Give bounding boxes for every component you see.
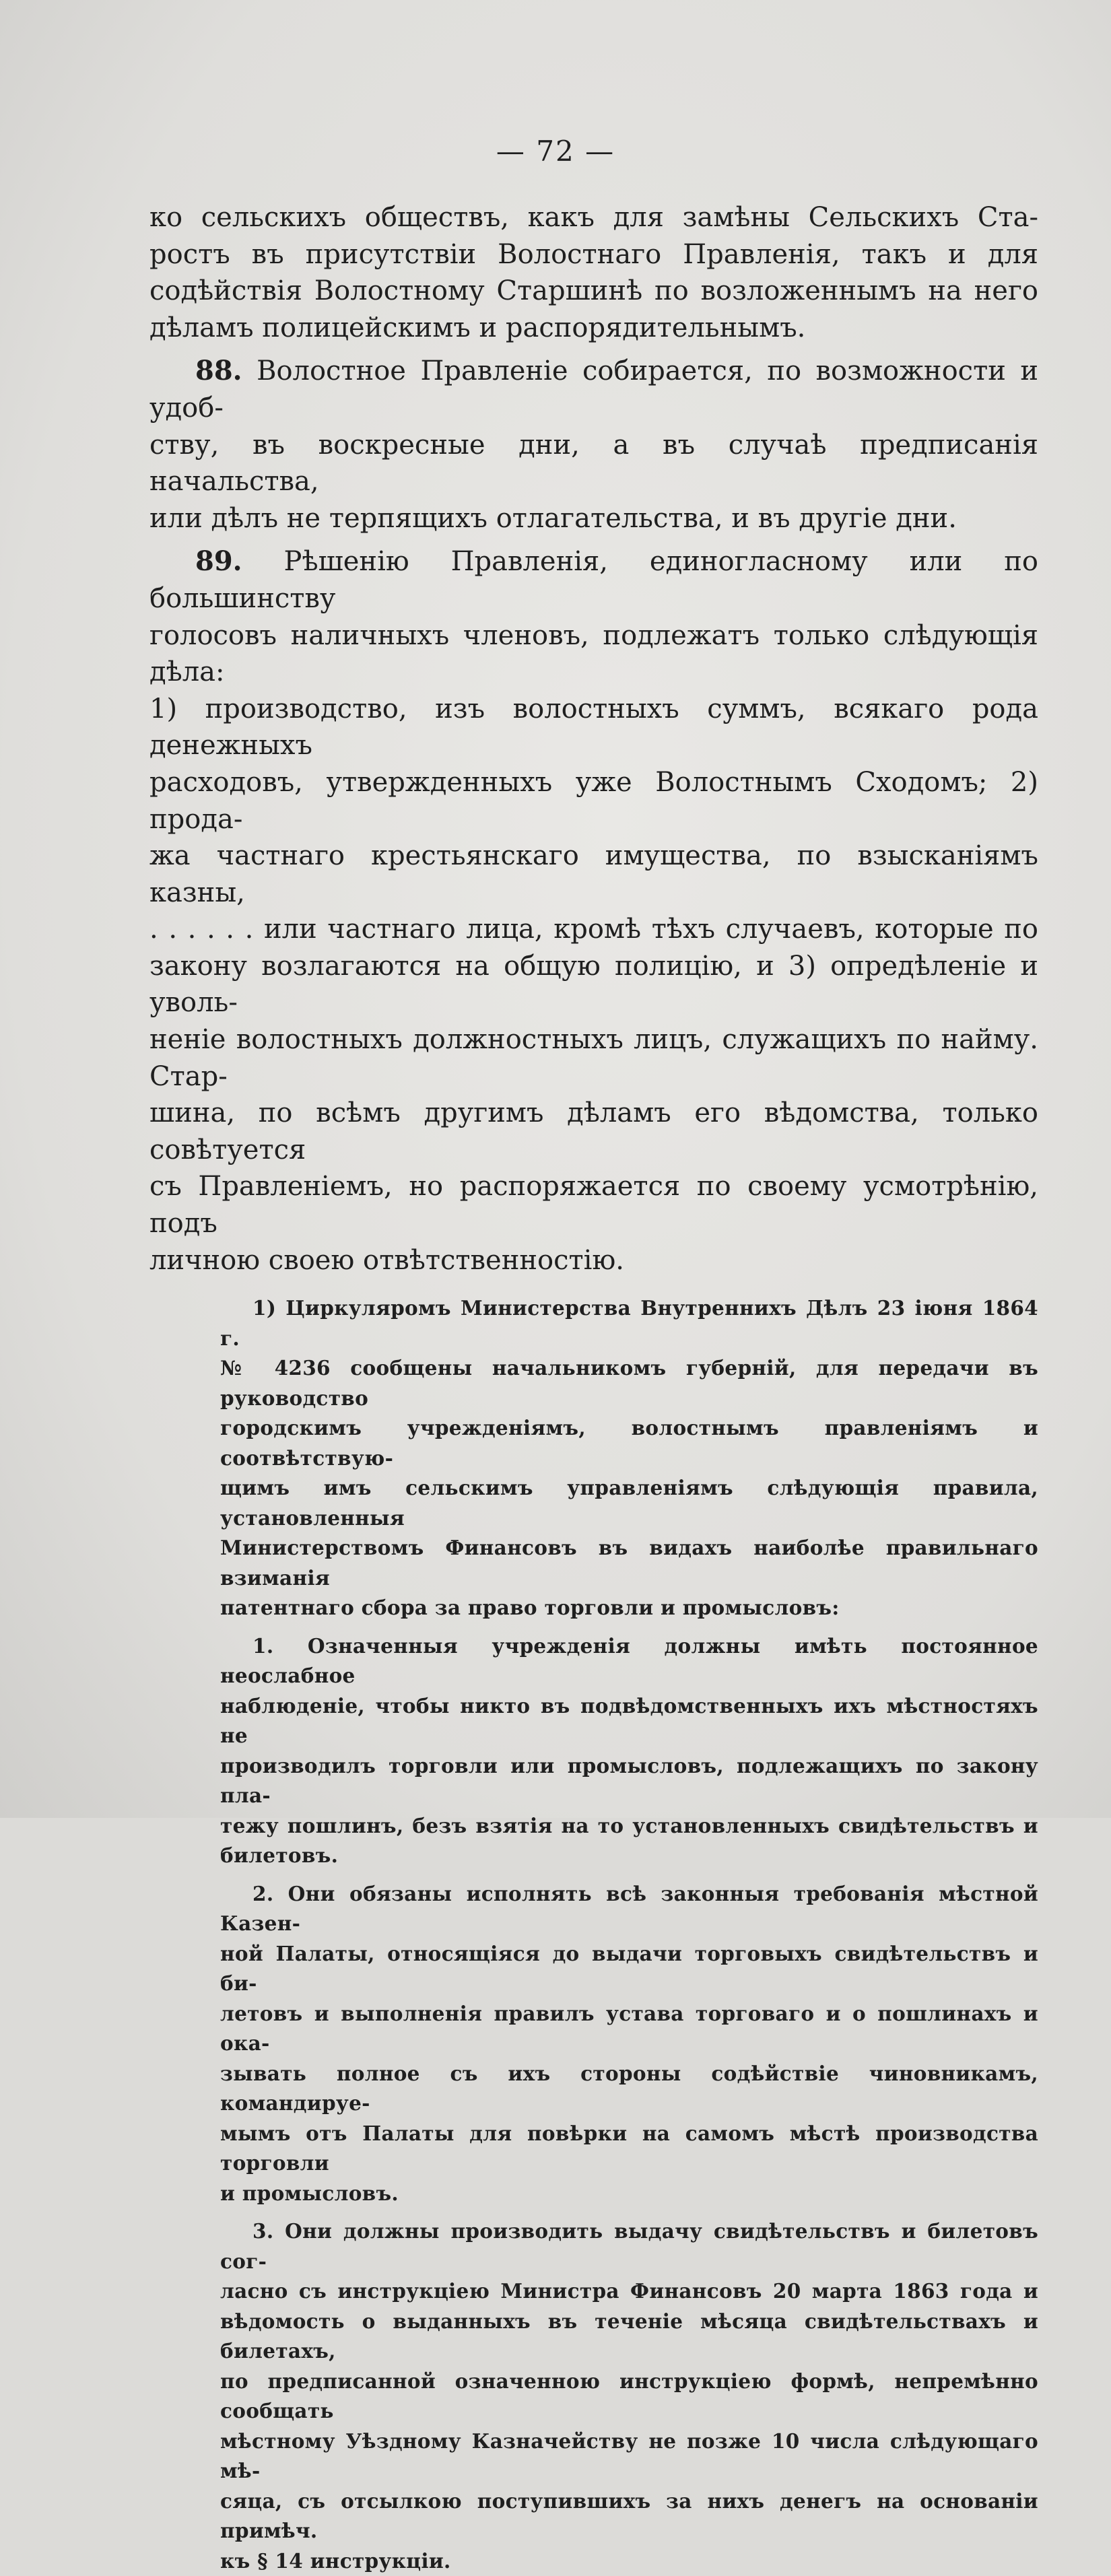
text-line: жа частнаго крестьянскаго имущества, по взысканіямъ казны, — [149, 840, 1038, 908]
page-content — [149, 199, 1038, 2576]
text-line: голосовъ наличныхъ членовъ, подлежатъ только слѣдующія дѣла: — [149, 619, 1038, 688]
text-line: закону возлагаются на общую полицію, и 3) опредѣленіе и уволь- — [149, 950, 1038, 1019]
footnote-line: мѣстному Уѣздному Казначейству не позже 10 числа слѣдующаго мѣ- — [220, 2429, 1038, 2483]
text-line — [149, 543, 1038, 617]
text-line: или дѣлъ не терпящихъ отлагательства, и въ другіе дни. — [149, 502, 957, 534]
footnote-line: и промысловъ. — [220, 2181, 399, 2205]
footnote-line: 1. Означенныя учрежденія должны имѣть постоянное неослабное — [220, 1633, 1038, 1688]
text-line: расходовъ, утвержденныхъ уже Волостнымъ Сходомъ; 2) прода- — [149, 766, 1038, 835]
footnote-item-2 — [149, 1879, 1038, 2209]
footnote-line: ной Палаты, относящіяся до выдачи торговыхъ свидѣтельствъ и би- — [220, 1941, 1038, 1996]
text-line: ростъ въ присутствіи Волостнаго Правленія, такъ и для — [149, 238, 1038, 270]
footnote-line: Министерствомъ Финансовъ въ видахъ наиболѣе правильнаго взиманія — [220, 1536, 1038, 1590]
footnote-line: тежу пошлинъ, безъ взятія на то установленныхъ свидѣтельствъ и — [220, 1813, 1038, 1837]
footnote-line: по предписанной означенною инструкціею формѣ, непремѣнно сообщать — [220, 2369, 1038, 2423]
footnote-intro — [149, 1293, 1038, 1623]
footnote-line: билетовъ. — [220, 1843, 339, 1868]
text-span: Рѣшенію Правленія, единогласному или по большинству — [149, 546, 1038, 614]
text-line: неніе волостныхъ должностныхъ лицъ, служащихъ по найму. Стар- — [149, 1024, 1038, 1092]
text-line: личною своею отвѣтственностію. — [149, 1244, 624, 1276]
footnote-line: наблюденіе, чтобы никто въ подвѣдомственныхъ ихъ мѣстностяхъ не — [220, 1693, 1038, 1748]
article-number: 88. — [195, 355, 242, 387]
text-line: . . . . . . или частнаго лица, кромѣ тѣхъ случаевъ, которые по — [149, 914, 1038, 945]
text-line: шина, по всѣмъ другимъ дѣламъ его вѣдомства, только совѣтуется — [149, 1097, 1038, 1165]
footnote-line: зывать полное съ ихъ стороны содѣйствіе чиновникамъ, командируе- — [220, 2061, 1038, 2115]
text-span: Волостное Правленіе собирается, по возможности и удоб- — [149, 355, 1038, 423]
text-line — [149, 353, 1038, 426]
footnote-line: производилъ торговли или промысловъ, подлежащихъ по закону пла- — [220, 1753, 1038, 1808]
text-line: ству, въ воскресные дни, а въ случаѣ предписанія начальства, — [149, 429, 1038, 498]
page-number: — 72 — — [496, 135, 615, 168]
footnote-line: 2. Они обязаны исполнять всѣ законныя требованія мѣстной Казен- — [220, 1881, 1038, 1936]
text-line: содѣйствія Волостному Старшинѣ по возложеннымъ на него — [149, 275, 1038, 307]
footnote-line: 3. Они должны производить выдачу свидѣтельствъ и билетовъ сог- — [220, 2219, 1038, 2273]
text-line: ко сельскихъ обществъ, какъ для замѣны Сельскихъ Ста- — [149, 202, 1038, 233]
text-line: дѣламъ полицейскимъ и распорядительнымъ. — [149, 312, 806, 343]
footnote-line: летовъ и выполненія правилъ устава торговаго и о пошлинахъ и ока- — [220, 2001, 1038, 2056]
footnote-item-1 — [149, 1631, 1038, 1871]
main-text — [149, 199, 1038, 1279]
text-line: съ Правленіемъ, но распоряжается по своему усмотрѣнію, подъ — [149, 1171, 1038, 1240]
footnote-line: 1) Циркуляромъ Министерства Внутреннихъ Дѣлъ 23 іюня 1864 г. — [220, 1296, 1038, 1350]
footnote-line: къ § 14 инструкціи. — [220, 2548, 451, 2573]
footnote — [149, 1293, 1038, 2576]
footnote-line: патентнаго сбора за право торговли и промысловъ: — [220, 1596, 840, 1620]
footnote-line: сяца, съ отсылкою поступившихъ за нихъ денегъ на основаніи примѣч. — [220, 2488, 1038, 2543]
footnote-line: ласно съ инструкціею Министра Финансовъ 20 марта 1863 года и — [220, 2279, 1038, 2303]
article-number: 89. — [195, 545, 242, 578]
text-line: 1) производство, изъ волостныхъ суммъ, всякаго рода денежныхъ — [149, 693, 1038, 761]
article-89 — [149, 543, 1038, 1279]
article-88 — [149, 353, 1038, 537]
footnote-line: № 4236 сообщены начальникомъ губерній, для передачи въ руководство — [220, 1356, 1038, 1410]
footnote-line: щимъ имъ сельскимъ управленіямъ слѣдующія правила, установленныя — [220, 1476, 1038, 1530]
footnote-item-3 — [149, 2216, 1038, 2576]
continuation-paragraph — [149, 199, 1038, 346]
footnote-line: вѣдомость о выданныхъ въ теченіе мѣсяца свидѣтельствахъ и билетахъ, — [220, 2309, 1038, 2363]
footnote-line: мымъ отъ Палаты для повѣрки на самомъ мѣстѣ производства торговли — [220, 2121, 1038, 2175]
footnote-line: городскимъ учрежденіямъ, волостнымъ правленіямъ и соотвѣтствую- — [220, 1416, 1038, 1470]
